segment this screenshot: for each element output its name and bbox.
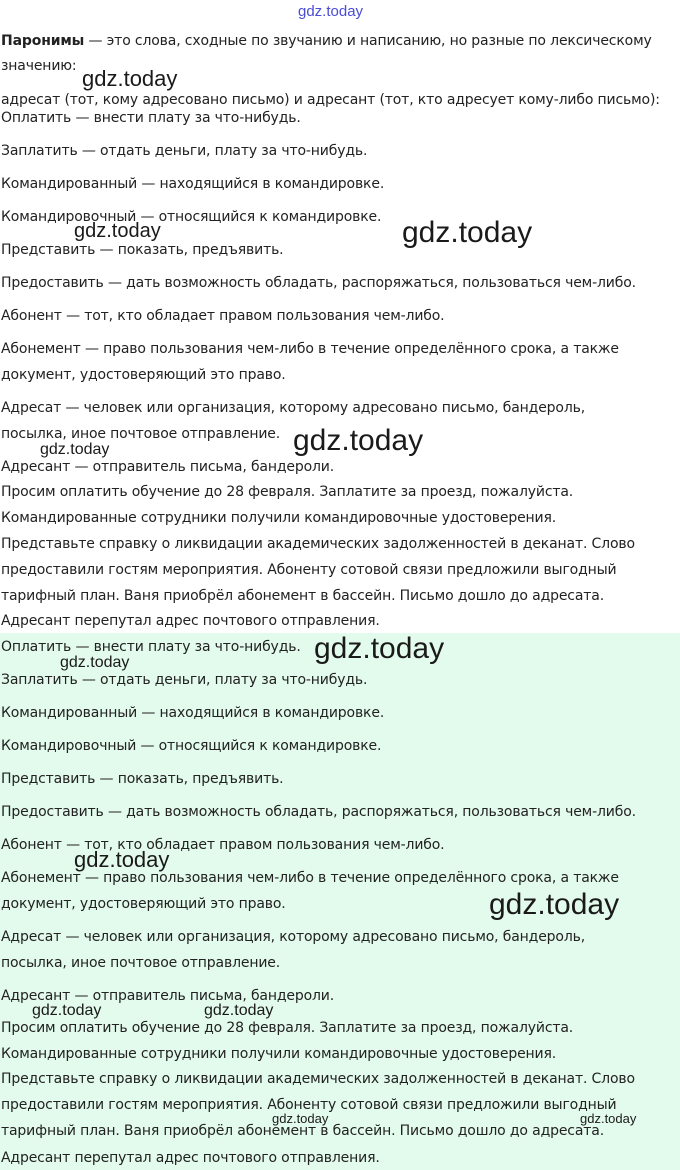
intro-definition [1, 33, 652, 49]
task-line: Адресант перепутал адрес почтового отправления. [1, 613, 380, 629]
watermark: gdz.today [74, 220, 161, 242]
watermark: gdz.today [60, 654, 130, 671]
answer-line: Адресат — человек или организация, которому адресовано письмо, бандероль, [1, 929, 586, 945]
answer-line: предоставили гостям мероприятия. Абоненту сотовой связи предложили выгодный [1, 1097, 617, 1113]
watermark: gdz.today [402, 216, 533, 249]
intro-example: адресат (тот, кому адресовано письмо) и адресант (тот, кто адресует кому-либо письмо): [1, 92, 660, 108]
task-line: Представить — показать, предъявить. [1, 242, 284, 258]
answer-line: Абонемент — право пользования чем-либо в течение определённого срока, а также [1, 870, 619, 886]
task-line: Заплатить — отдать деньги, плату за что-нибудь. [1, 143, 368, 159]
watermark: gdz.today [314, 632, 445, 665]
watermark: gdz.today [293, 424, 424, 457]
answer-line: посылка, иное почтовое отправление. [1, 955, 281, 971]
answer-line: Адресант перепутал адрес почтового отправления. [1, 1150, 380, 1166]
answer-line: Просим оплатить обучение до 28 февраля. Заплатите за проезд, пожалуйста. [1, 1020, 574, 1036]
task-line: предоставили гостям мероприятия. Абоненту сотовой связи предложили выгодный [1, 562, 617, 578]
task-line: Оплатить — внести плату за что-нибудь. [1, 110, 301, 126]
task-line: документ, удостоверяющий это право. [1, 367, 286, 383]
answer-line: тарифный план. Ваня приобрёл абонемент в бассейн. Письмо дошло до адресата. [1, 1123, 605, 1139]
answer-line: Командировочный — относящийся к командировке. [1, 738, 382, 754]
task-line: посылка, иное почтовое отправление. [1, 426, 281, 442]
task-line: Предоставить — дать возможность обладать, распоряжаться, пользоваться чем-либо. [1, 275, 636, 291]
watermark: gdz.today [74, 847, 170, 872]
watermark: gdz.today [204, 1002, 274, 1019]
answer-line: Командированные сотрудники получили командировочные удостоверения. [1, 1046, 557, 1062]
task-line: тарифный план. Ваня приобрёл абонемент в бассейн. Письмо дошло до адресата. [1, 588, 605, 604]
task-line: Представьте справку о ликвидации академических задолженностей в деканат. Слово [1, 536, 635, 552]
task-line: Просим оплатить обучение до 28 февраля. Заплатите за проезд, пожалуйста. [1, 484, 574, 500]
answer-line: Командированный — находящийся в командировке. [1, 705, 385, 721]
answer-line: Представить — показать, предъявить. [1, 771, 284, 787]
task-line: Командированные сотрудники получили командировочные удостоверения. [1, 510, 557, 526]
intro-definition-rest: — это слова, сходные по звучанию и написанию, но разные по лексическому [84, 33, 652, 49]
task-line: Командированный — находящийся в командировке. [1, 176, 385, 192]
answer-line: Адресант — отправитель письма, бандероли. [1, 988, 335, 1004]
answer-line: Предоставить — дать возможность обладать, распоряжаться, пользоваться чем-либо. [1, 804, 636, 820]
answer-line: Представьте справку о ликвидации академических задолженностей в деканат. Слово [1, 1071, 635, 1087]
task-line: Адресат — человек или организация, которому адресовано письмо, бандероль, [1, 400, 586, 416]
task-line: Командировочный — относящийся к командировке. [1, 209, 382, 225]
answer-line: документ, удостоверяющий это право. [1, 896, 286, 912]
watermark: gdz.today [82, 66, 178, 91]
task-line: Абонент — тот, кто обладает правом пользования чем-либо. [1, 308, 445, 324]
answer-line: Заплатить — отдать деньги, плату за что-нибудь. [1, 672, 368, 688]
watermark: gdz.today [272, 1111, 329, 1126]
watermark: gdz.today [580, 1111, 637, 1126]
header-watermark: gdz.today [298, 3, 364, 20]
intro-line-2: значению: [1, 58, 77, 74]
answer-line: Абонент — тот, кто обладает правом пользования чем-либо. [1, 837, 445, 853]
answer-line: Оплатить — внести плату за что-нибудь. [1, 639, 301, 655]
watermark: gdz.today [489, 888, 620, 921]
watermark: gdz.today [40, 441, 110, 458]
task-line: Адресант — отправитель письма, бандероли. [1, 459, 335, 475]
intro-term: Паронимы [1, 33, 85, 49]
task-line: Абонемент — право пользования чем-либо в течение определённого срока, а также [1, 341, 619, 357]
watermark: gdz.today [32, 1002, 102, 1019]
